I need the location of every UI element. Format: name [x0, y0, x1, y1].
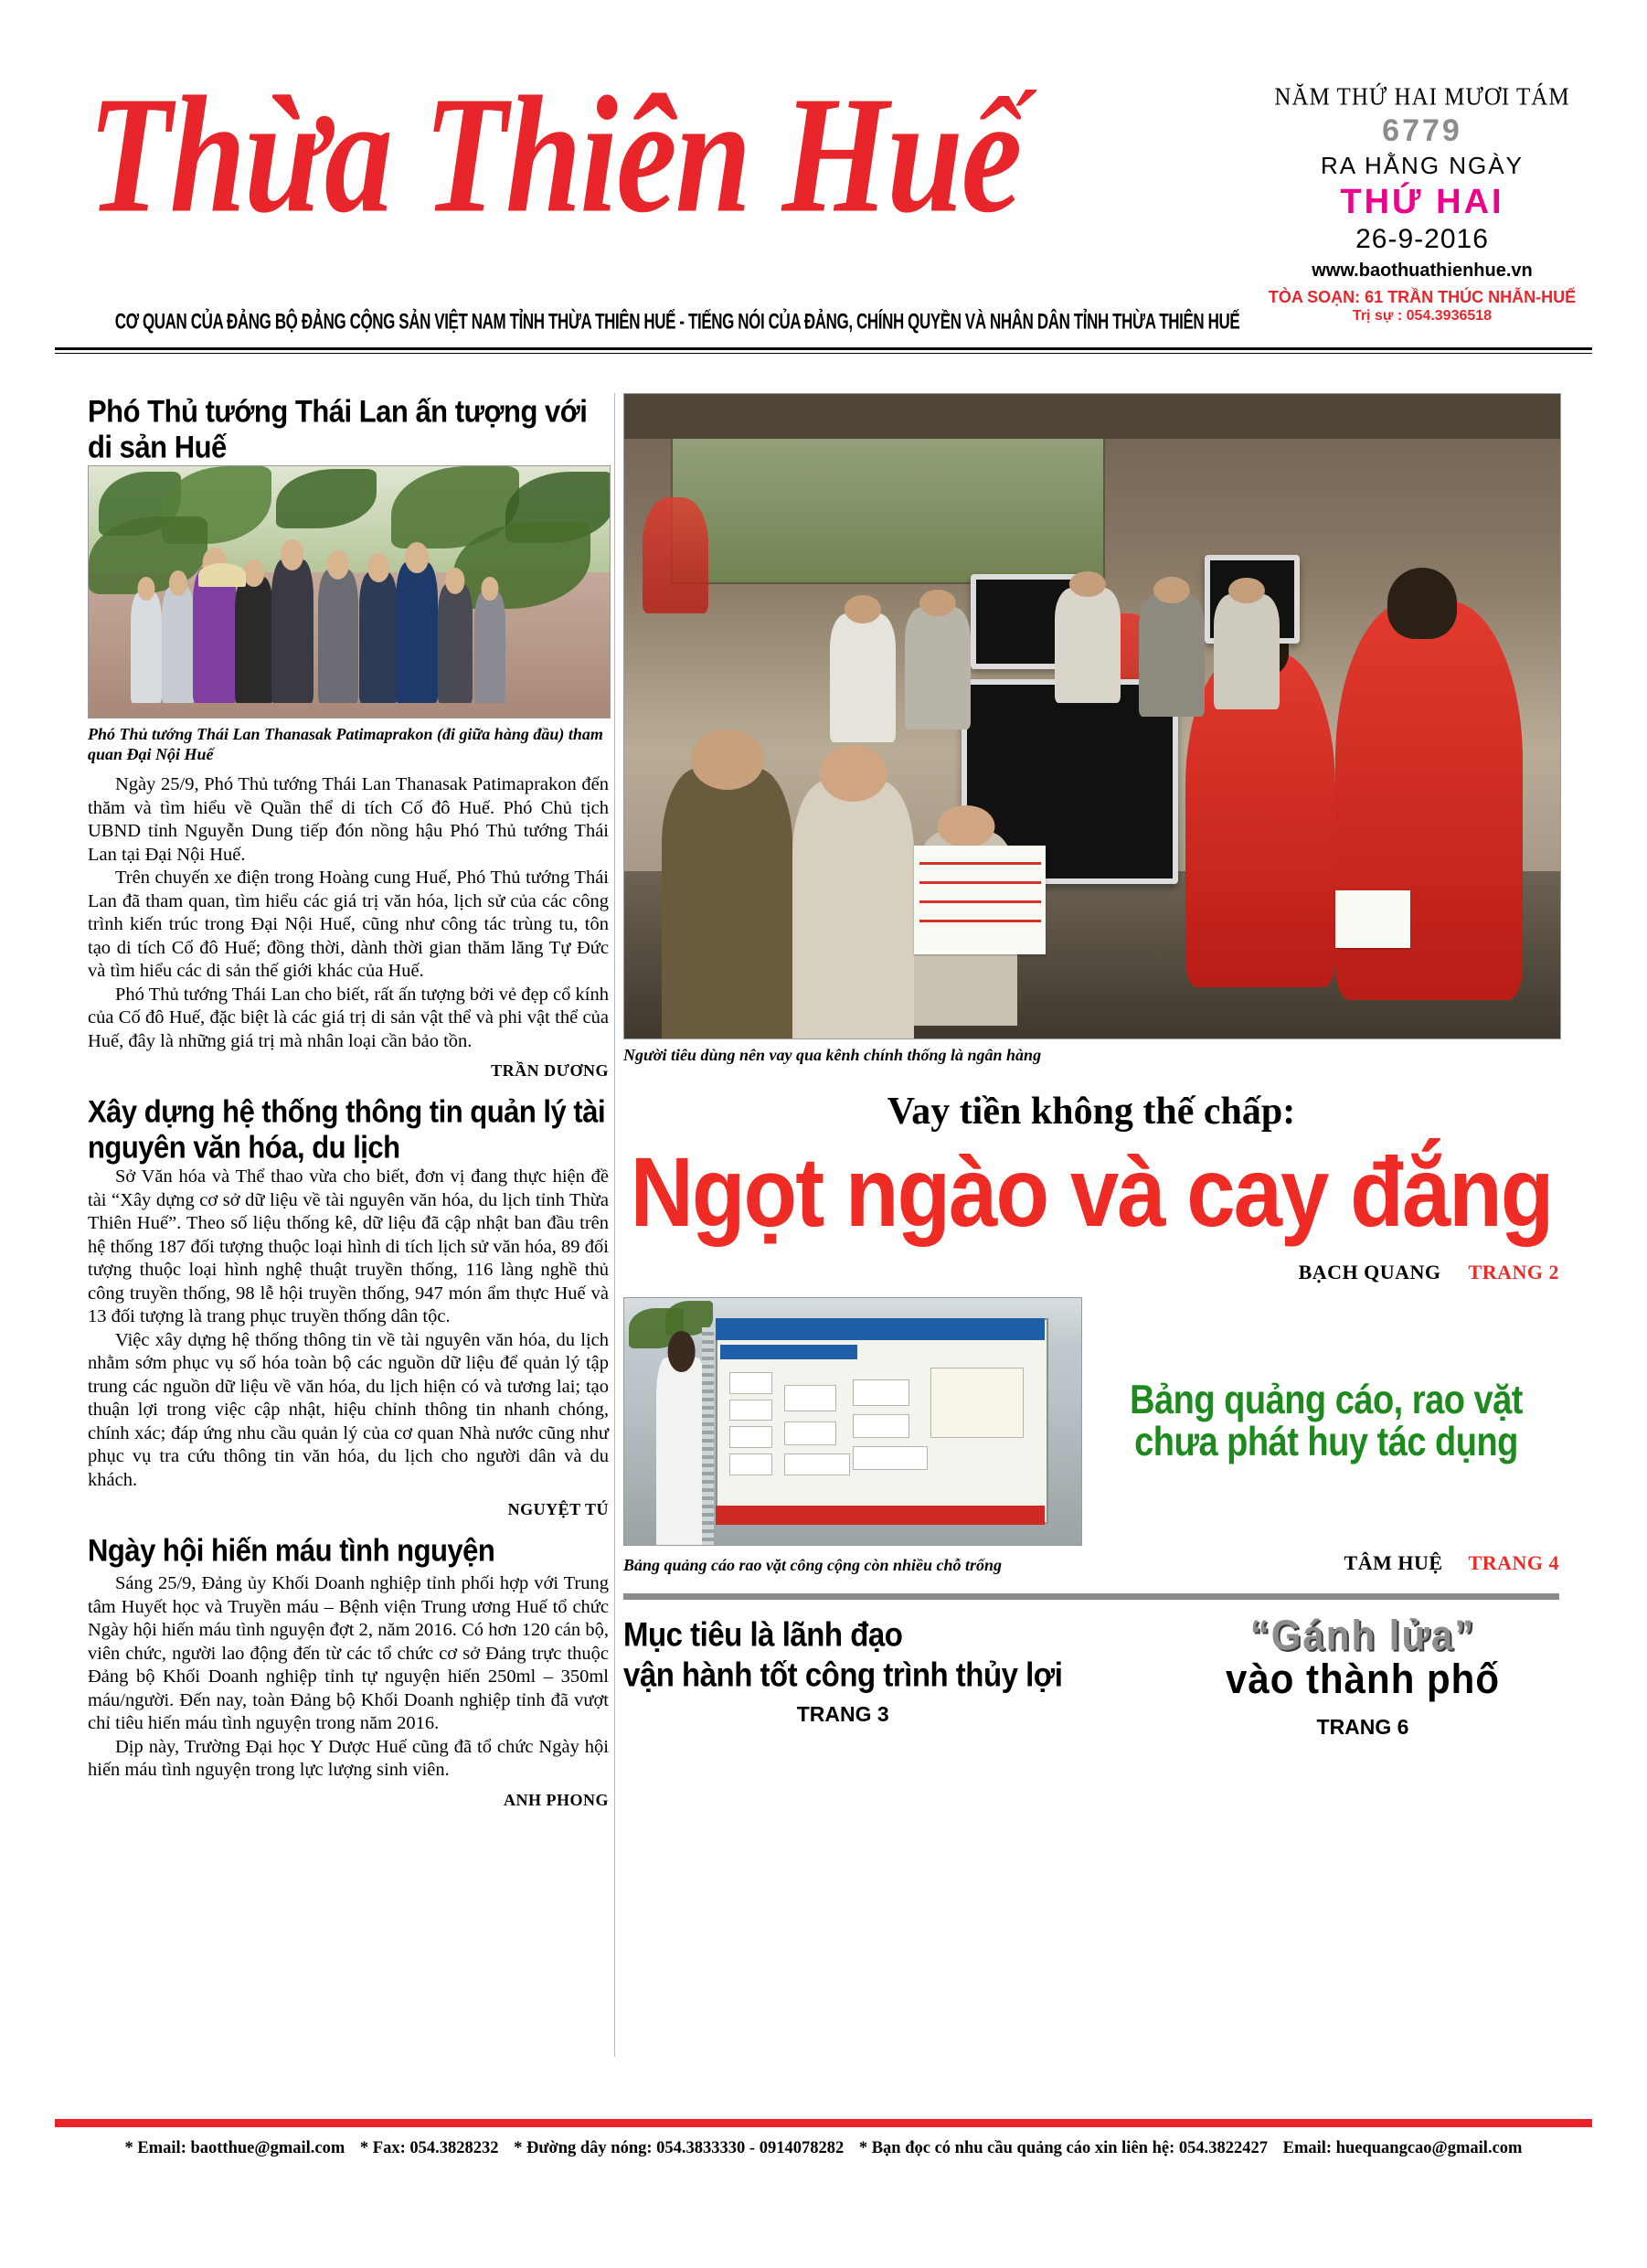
publication-date: 26-9-2016 [1355, 224, 1489, 254]
article1-paragraph: Trên chuyến xe điện trong Hoàng cung Huế, Phó Thủ tướng Thái Lan đã tham quan, tìm hiểu các giá trị văn hóa, lịch sử của các công trình kiến trúc trong Đại Nội Huế, cũng như công tác trùng tu, tôn tạo di tích Cố đô Huế; đồng thời, dành thời gian thăm lăng Tự Đức và tìm hiểu các di sản thế giới khác của Huế. [88, 868, 609, 981]
article1-photo-caption: Phó Thủ tướng Thái Lan Thanasak Patimaprakon (đi giữa hàng đầu) tham quan Đại Nội Huế [88, 725, 603, 763]
article1-paragraph: Ngày 25/9, Phó Thủ tướng Thái Lan Thanasak Patimaprakon đến thăm và tìm hiểu về Quần thể di tích Cố đô Huế. Phó Chủ tịch UBND tỉnh Nguyễn Dung tiếp đón nồng hậu Phó Thủ tướng Thái Lan tại Đại Nội Huế. [88, 774, 609, 865]
bank-photo-caption: Người tiêu dùng nên vay qua kênh chính thống là ngân hàng [623, 1046, 1042, 1064]
footer-fax: * Fax: 054.3828232 [359, 2139, 499, 2157]
article1-headline[interactable]: Phó Thủ tướng Thái Lan ấn tượng với di sản Huế [88, 393, 588, 465]
office-phone: Trị sự : 054.3936518 [1352, 308, 1493, 324]
article2-paragraph: Việc xây dựng hệ thống thông tin về tài nguyên văn hóa, du lịch nhằm sớm phục vụ số hóa toàn bộ các nguồn dữ liệu để quản lý tập trung các nguồn dữ liệu về văn hóa, du lịch hiện có và tương lai; tạo thuận lợi trong việc cập nhật, hiệu chỉnh thông tin nhanh chóng, chính xác; đáp ứng nhu cầu quản lý của cơ quan Nhà nước cũng như phục vụ tra cứu thông tin văn hóa, du lịch cho người dân và du khách. [88, 1329, 609, 1490]
article2-body [88, 1166, 609, 1492]
promo-line2: chưa phát huy tác dụng [1134, 1420, 1518, 1465]
right-column [623, 393, 1559, 1740]
promo-caption: Bảng quảng cáo rao vặt công cộng còn nhiều chỗ trống [623, 1556, 1003, 1574]
section-divider [623, 1593, 1559, 1600]
masthead [0, 0, 1647, 353]
promo-caption-row [623, 1551, 1559, 1575]
promo-line1: Bảng quảng cáo, rao vặt [1130, 1378, 1523, 1423]
footer-hotline: * Đường dây nóng: 054.3833330 - 0914078282 [514, 2139, 845, 2157]
masthead-info-block [1230, 84, 1614, 325]
publication-weekday: THỨ HAI [1340, 183, 1504, 221]
masthead-tagline: CƠ QUAN CỦA ĐẢNG BỘ ĐẢNG CỘNG SẢN VIỆT NAM TỈNH THỪA THIÊN HUẾ - TIẾNG NÓI CỦA ĐẢNG, CHÍNH QUYỀN VÀ NHÂN DÂN TỈNH THỪA THIÊN HUẾ [114, 309, 1240, 334]
promo-byline: TÂM HUỆ [1344, 1551, 1443, 1574]
article3-body [88, 1572, 609, 1783]
feature-bank-photo [623, 393, 1561, 1039]
teaser-ganh-lua[interactable] [1166, 1611, 1559, 1740]
article1-photo [88, 465, 611, 719]
teaser-b-line1: “Gánh lửa” [1249, 1611, 1476, 1659]
article2-headline[interactable]: Xây dựng hệ thống thông tin quản lý tài nguyên văn hóa, du lịch [88, 1093, 606, 1166]
website-url[interactable]: www.baothuathienhue.vn [1312, 261, 1533, 281]
footer-contact-bar [55, 2139, 1592, 2158]
footer-email[interactable]: * Email: baotthue@gmail.com [124, 2139, 345, 2157]
office-address: TÒA SOẠN: 61 TRẦN THÚC NHẪN-HUẾ [1268, 288, 1577, 306]
newspaper-logo [88, 62, 1230, 248]
feature-credit [623, 1261, 1559, 1284]
promo-block [623, 1297, 1559, 1546]
teaser-a-line1: Mục tiêu là lãnh đạo [623, 1615, 903, 1654]
teaser-a-page-ref[interactable]: TRANG 3 [796, 1702, 889, 1726]
publication-frequency: RA HẰNG NGÀY [1321, 152, 1524, 179]
masthead-divider-thin [55, 353, 1592, 354]
teaser-irrigation[interactable] [623, 1614, 1062, 1727]
article1-paragraph: Phó Thủ tướng Thái Lan cho biết, rất ấn tượng bởi vẻ đẹp cổ kính của Cố đô Huế, đặc biệt là các giá trị di sản vật thể và phi vật thể của Huế, đây là những giá trị mà nhân loại cần bảo tồn. [88, 984, 609, 1051]
article1-byline: TRẦN DƯƠNG [491, 1061, 609, 1080]
masthead-divider-thick [55, 347, 1592, 350]
teaser-row [623, 1611, 1559, 1740]
footer-ads-email[interactable]: Email: huequangcao@gmail.com [1282, 2139, 1523, 2157]
feature-headline[interactable]: Ngọt ngào và cay đắng [630, 1137, 1553, 1248]
teaser-b-page-ref[interactable]: TRANG 6 [1316, 1715, 1409, 1739]
article2-byline: NGUYỆT TÚ [507, 1500, 609, 1518]
issue-number: 6779 [1382, 113, 1462, 148]
feature-kicker: Vay tiền không thế chấp: [887, 1091, 1296, 1133]
article3-byline: ANH PHONG [504, 1790, 609, 1809]
promo-green-text[interactable] [1080, 1297, 1559, 1546]
article2-paragraph: Sở Văn hóa và Thể thao vừa cho biết, đơn vị đang thực hiện đề tài “Xây dựng cơ sở dữ liệu về tài nguyên văn hóa, du lịch tỉnh Thừa Thiên Huế”. Theo số liệu thống kê, dữ liệu đã cập nhật ban đầu trên hệ thống 187 đối tượng thuộc loại hình di tích lịch sử văn hóa, 89 đối tượng thuộc loại hình nghệ thuật truyền thống, 116 làng nghề thủ công truyền thống, 98 lễ hội truyền thống, 947 món ẩm thực Huế và 13 đối tượng là trang phục truyền thống dân tộc. [88, 1166, 609, 1326]
article3-headline[interactable]: Ngày hội hiến máu tình nguyện [88, 1532, 495, 1569]
feature-byline: BẠCH QUANG [1298, 1261, 1441, 1283]
article3-paragraph: Dịp này, Trường Đại học Y Dược Huế cũng đã tổ chức Ngày hội hiến máu tình nguyện trong lực lượng sinh viên. [88, 1736, 609, 1780]
publication-year-line: NĂM THỨ HAI MƯƠI TÁM [1274, 83, 1570, 112]
article3-paragraph: Sáng 25/9, Đảng ủy Khối Doanh nghiệp tỉnh phối hợp với Trung tâm Huyết học và Truyền máu – Bệnh viện Trung ương Huế tổ chức Ngày hội hiến máu tình nguyện đợt 2, năm 2016. Có hơn 120 cán bộ, viên chức, người lao động đến từ các tổ chức cơ sở Đảng trực thuộc Đảng bộ Khối Doanh nghiệp tỉnh tự nguyện hiến 250ml – 350ml máu/người. Đến nay, toàn Đảng bộ Khối Doanh nghiệp tỉnh đã vượt chỉ tiêu hiến máu tình nguyện trong năm 2016. [88, 1573, 609, 1733]
teaser-a-line2: vận hành tốt công trình thủy lợi [623, 1655, 1063, 1694]
left-column [88, 393, 609, 1823]
promo-credit [1344, 1551, 1559, 1575]
promo-page-ref[interactable]: TRANG 4 [1468, 1551, 1559, 1574]
teaser-b-line2: vào thành phố [1226, 1656, 1500, 1702]
article1-body [88, 773, 609, 1053]
footer-rule [55, 2119, 1592, 2127]
footer-ads: * Bạn đọc có nhu cầu quảng cáo xin liên hệ: 054.3822427 [858, 2139, 1268, 2157]
column-divider [614, 393, 615, 2057]
ad-board-photo [623, 1297, 1082, 1546]
promo-photo-wrap [623, 1297, 1080, 1546]
newspaper-title: Thừa Thiên Huế [88, 62, 1021, 248]
feature-page-ref[interactable]: TRANG 2 [1468, 1261, 1559, 1283]
